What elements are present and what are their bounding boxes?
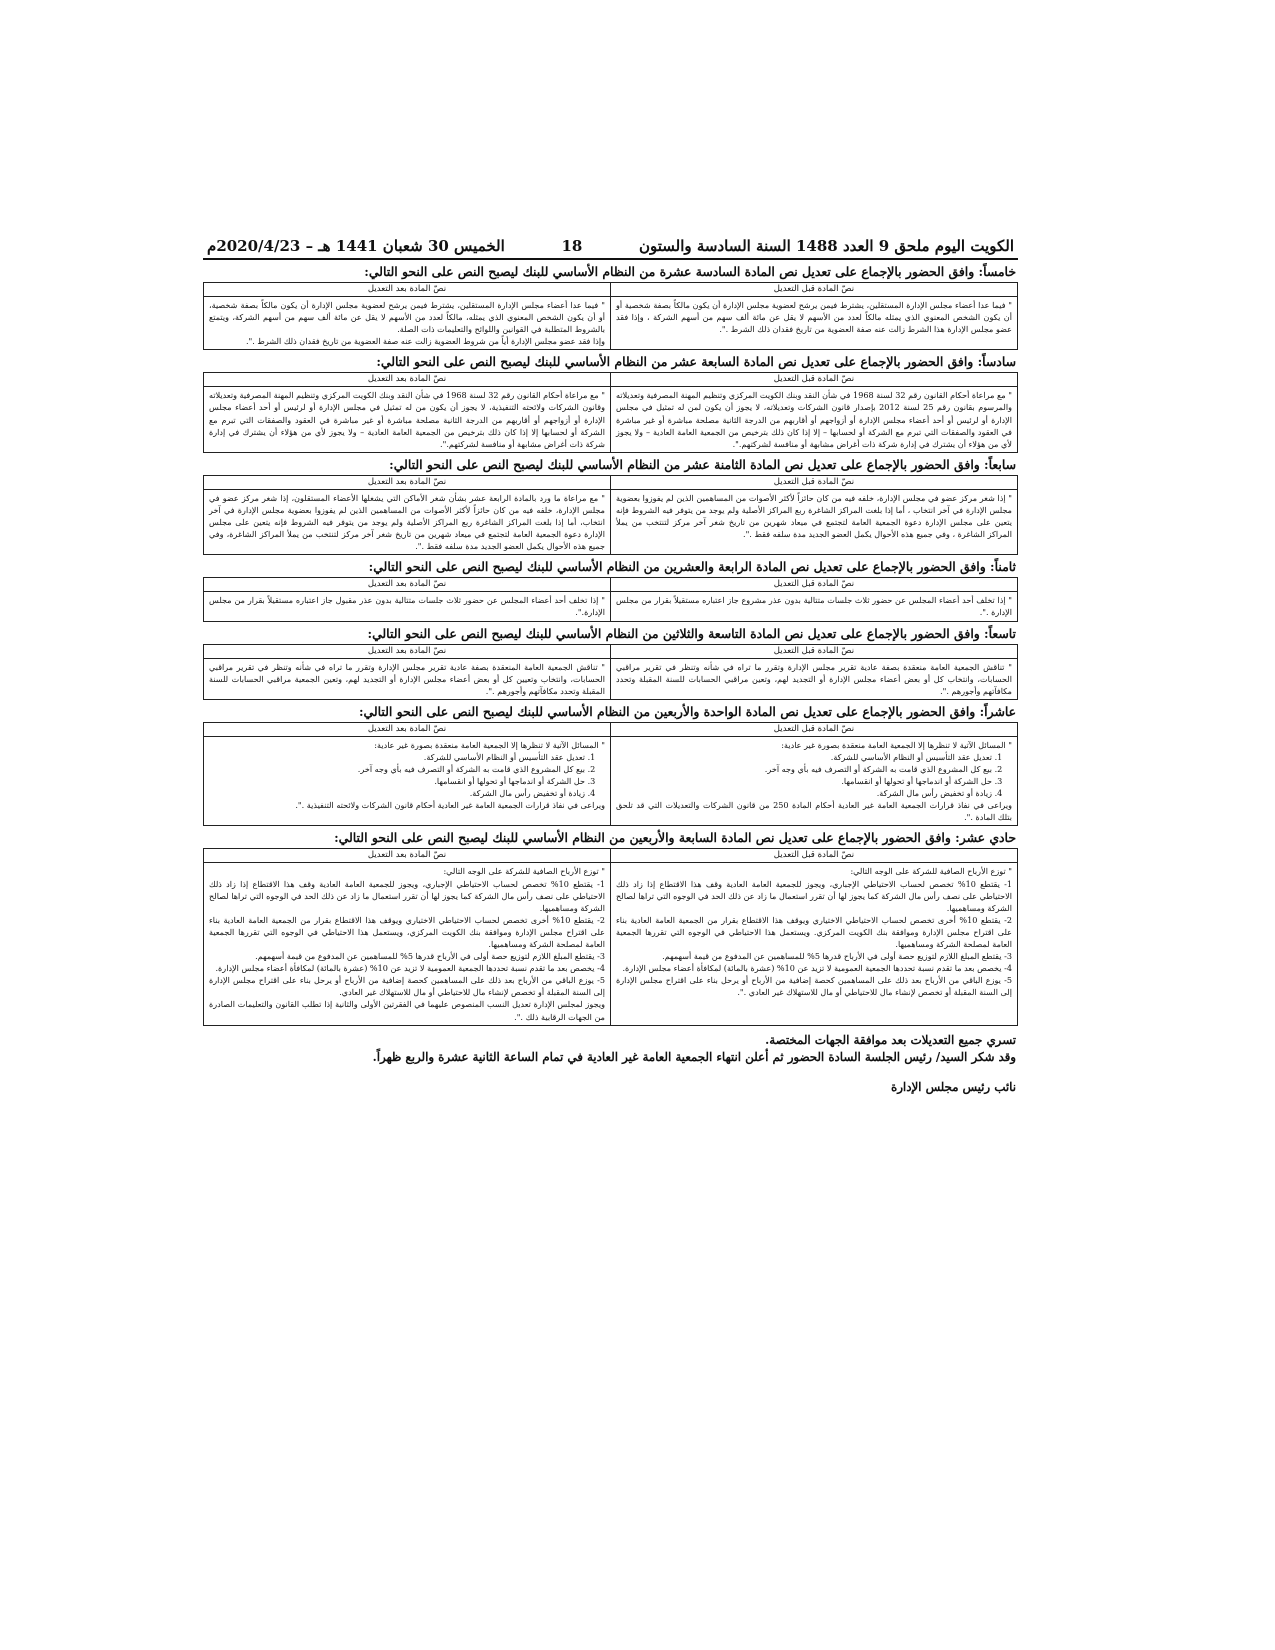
text-line: 5- يوزع الباقي من الأرباح بعد ذلك على المساهمين كحصة إضافية من الأرباح أو يرحل بناء على اقتراح مجلس الإدارة إلى السنة المقبلة أو تخصص لإنشاء مال للاحتياطي أو مال للاستهلاك غير العادي .". [616,975,1012,998]
page-number: 18 [561,237,583,255]
table-header-row [204,475,1018,489]
text-line: " إذا شغر مركز عضو في مجلس الإدارة، خلفه فيه من كان حائزاً لأكثر الأصوات من المساهمين الذين لم يفوزوا بعضوية مجلس الإدارة في آخر انتخاب ، أما إذا بلغت المراكز الشاغرة ربع المراكز الأصلية ولم يوجد من يتوفر فيه الشروط فإنه يتعين على مجلس الإدارة دعوة الجمعية العامة لتجتمع في ميعاد شهرين من تاريخ شغر آخر مركز لتنتخب من يملأ المراكز الشاغرة ، وفي جميع هذه الأحوال يكمل العضو الجديد مدة سلفه فقط .". [616,492,1012,540]
table-row [204,592,1018,621]
text-before-amendment [611,489,1018,554]
column-header-after: نصّ المادة بعد التعديل [204,373,611,387]
closing-statement: وقد شكر السيد/ رئيس الجلسة السادة الحضور ثم أعلن انتهاء الجمعية العامة غير العادية في تمام الساعة الثانية عشرة والربع ظهراً. [372,1049,1016,1064]
amendment-sections [203,260,1018,1026]
section-title: تاسعاً: وافق الحضور بالإجماع على تعديل نص المادة التاسعة والثلاثين من النظام الأساسي للبنك ليصبح النص على النحو التالي: [367,625,1016,641]
table-header-row [204,722,1018,736]
text-line: " مع مراعاة أحكام القانون رقم 32 لسنة 1968 في شأن النقد وبنك الكويت المركزي وتنظيم المهنة المصرفية وتعديلاته والمرسوم بقانون رقم 25 لسنة 2012 بإصدار قانون الشركات وتعديلاته، لا يجوز أن يكون لمن له تمثيل في مجلس الإدارة أو لرئيس أو أحد أعضاء مجلس الإدارة أو أزواجهم أو أقاربهم من الدرجة الثانية مصلحة مباشرة أو غير مباشرة في العقود والصفقات التي تبرم مع الشركة أو لحسابها – إلا إذا كان ذلك بترخيص من الجمعية العامة العادية – ولا يجوز لأي من هؤلاء أن يشترك في إدارة شركة ذات أغراض مشابهة أو منافسة لشركتهم.". [616,390,1012,449]
list-item: 3. حل الشركة أو اندماجها أو تحولها أو انقسامها. [616,775,992,787]
column-header-before: نصّ المادة قبل التعديل [611,475,1018,489]
text-after-amendment [204,736,611,826]
amendment-section [203,555,1018,621]
column-header-after: نصّ المادة بعد التعديل [204,578,611,592]
text-line: " فيما عدا أعضاء مجلس الإدارة المستقلين، يشترط فيمن يرشح لعضوية مجلس الإدارة أن يكون مالكاً بصفة شخصية أو أن يكون الشخص المعنوي الذي يمثله مالكاً لعدد من الأسهم لا يقل عن مائة ألف سهم من أسهم الشركة ، وإذا فقد عضو مجلس الإدارة هذا الشرط زالت عنه صفة العضوية من تاريخ فقدان ذلك الشرط .". [616,300,1012,335]
list-item: 3. حل الشركة أو اندماجها أو تحولها أو انقسامها. [209,775,585,787]
text-before-amendment [611,863,1018,1025]
table-header-row [204,644,1018,658]
item-list [209,751,605,799]
comparison-table [203,644,1018,700]
text-line: 5- يوزع الباقي من الأرباح بعد ذلك على المساهمين كحصة إضافية من الأرباح أو يرحل بناء على اقتراح مجلس الإدارة إلى السنة المقبلة أو تخصص لإنشاء مال للاحتياطي أو مال للاستهلاك غير العادي. [209,975,605,998]
issue-date: الخميس 30 شعبان 1441 هـ – 2020/4/23م [207,237,505,255]
text-line: " تناقش الجمعية العامة المنعقدة بصفة عادية تقرير مجلس الإدارة وتقرر ما تراه في شأنه وتنظر في تقرير مراقبي الحسابات، وانتخاب وتعيين كل أو بعض أعضاء مجلس الإدارة أو التجديد لهم، وتعين الجمعية مراقبي الحسابات للسنة المقبلة وتحدد مكافآتهم وأجورهم .". [209,661,605,696]
publication-info: الكويت اليوم ملحق 9 العدد 1488 السنة السادسة والستون [638,237,1014,255]
gazette-page [203,235,1018,1094]
text-before-amendment [611,658,1018,699]
text-line: 3- يقتطع المبلغ اللازم لتوزيع حصة أولى في الأرباح قدرها 5% للمساهمين عن المدفوع من قيمة أسهمهم. [255,951,605,962]
list-item: 4. زيادة أو تخفيض رأس مال الشركة. [209,787,585,799]
section-title: خامساً: وافق الحضور بالإجماع على تعديل نص المادة السادسة عشرة من النظام الأساسي للبنك ليصبح النص على النحو التالي: [364,264,1016,279]
column-header-after: نصّ المادة بعد التعديل [204,475,611,489]
section-title: حادي عشر: وافق الحضور بالإجماع على تعديل نص المادة السابعة والأربعين من النظام الأساسي للبنك ليصبح النص على النحو التالي: [334,830,1016,846]
text-line: 4- يخصص بعد ما تقدم نسبة تحددها الجمعية العمومية لا تزيد عن 10% (عشرة بالمائة) لمكافأة أعضاء مجلس الإدارة. [622,963,1012,974]
running-header [203,235,1018,260]
text-line: 4- يخصص بعد ما تقدم نسبة تحددها الجمعية العمومية لا تزيد عن 10% (عشرة بالمائة) لمكافأة أعضاء مجلس الإدارة. [215,963,605,974]
text-line: " مع مراعاة ما ورد بالمادة الرابعة عشر بشأن شغر الأماكن التي يشغلها الأعضاء المستقلون، إذا شغر مركز عضو في مجلس الإدارة، خلفه فيه من كان حائزاً لأكثر الأصوات من المساهمين الذين لم يفوزوا بعضوية مجلس الإدارة في آخر انتخاب، أما إذا بلغت المراكز الشاغرة ربع المراكز الأصلية ولم يوجد من يتوفر فيه الشروط فإنه يتعين على مجلس الإدارة دعوة الجمعية العامة لتجتمع في ميعاد شهرين من تاريخ شغر آخر مركز لتنتخب من يملأ المراكز الشاغرة، وفي جميع هذه الأحوال يكمل العضو الجديد مدة سلفه فقط .". [209,492,605,552]
closing-note: تسري جميع التعديلات بعد موافقة الجهات المختصة. [765,1032,1016,1047]
text-line: " إذا تخلف أحد أعضاء المجلس عن حضور ثلاث جلسات متتالية بدون عذر مقبول جاز اعتباره مستقيلاً بقرار من مجلس الإدارة.". [209,595,605,618]
section-title: سادساً: وافق الحضور بالإجماع على تعديل نص المادة السابعة عشر من النظام الأساسي للبنك ليصبح النص على النحو التالي: [376,354,1016,370]
text-before-amendment [611,387,1018,452]
text-before-amendment [611,297,1018,350]
list-item: 4. زيادة أو تخفيض رأس مال الشركة. [616,787,992,799]
text-line: ويجوز لمجلس الإدارة تعديل النسب المنصوص عليهما في الفقرتين الأولى والثانية إذا تطلب القانون والتعليمات الصادرة من الجهات الرقابية ذلك .". [209,999,605,1022]
amendment-section [203,700,1018,827]
text-after-amendment [204,297,611,350]
comparison-table [203,372,1018,452]
text-line: " توزع الأرباح الصافية للشركة على الوجه التالي: [443,866,605,877]
text-after-amendment [204,592,611,621]
amendment-section [203,350,1018,452]
list-outro: ويراعى في نفاذ قرارات الجمعية العامة غير العادية أحكام قانون الشركات ولائحته التنفيذية .". [295,800,605,811]
text-line: " فيما عدا أعضاء مجلس الإدارة المستقلين، يشترط فيمن يرشح لعضوية مجلس الإدارة أن يكون مالكاً بصفة شخصية، أو أن يكون الشخص المعنوي الذي يمثله، مالكاً لعدد من الأسهم لا يقل عن مائة ألف سهم من أسهم الشركة، ويتمتع بالشروط المتطلبة في القوانين واللوائح والتعليمات ذات الصلة. [209,300,605,335]
comparison-table [203,282,1018,350]
amendment-section [203,826,1018,1025]
column-header-before: نصّ المادة قبل التعديل [611,283,1018,297]
column-header-before: نصّ المادة قبل التعديل [611,722,1018,736]
column-header-after: نصّ المادة بعد التعديل [204,722,611,736]
table-header-row [204,373,1018,387]
comparison-table [203,722,1018,827]
list-item: 2. بيع كل المشروع الذي قامت به الشركة أو التصرف فيه بأي وجه آخر. [616,763,992,775]
list-item: 2. بيع كل المشروع الذي قامت به الشركة أو التصرف فيه بأي وجه آخر. [209,763,585,775]
comparison-table [203,577,1018,621]
column-header-after: نصّ المادة بعد التعديل [204,849,611,863]
text-line: 1- يقتطع 10% تخصص لحساب الاحتياطي الإجباري، ويجوز للجمعية العامة العادية وقف هذا الاقتطاع إذا زاد ذلك الاحتياطي على نصف رأس مال الشركة كما يجوز لها أن تقرر استعمال ما زاد عن ذلك الحد في الوجوه التي تراها لصالح الشركة ومساهميها. [616,878,1012,913]
text-line: " توزع الأرباح الصافية للشركة على الوجه التالي: [850,866,1012,877]
amendment-section [203,260,1018,350]
signature-title: نائب رئيس مجلس الإدارة [891,1079,1016,1094]
text-line: " إذا تخلف أحد أعضاء المجلس عن حضور ثلاث جلسات متتالية بدون عذر مشروع جاز اعتباره مستقيلاً بقرار من مجلس الإدارة .". [616,595,1012,618]
section-title: عاشراً: وافق الحضور بالإجماع على تعديل نص المادة الواحدة والأربعين من النظام الأساسي للبنك ليصبح النص على النحو التالي: [358,703,1016,719]
table-header-row [204,578,1018,592]
text-after-amendment [204,658,611,699]
comparison-table [203,475,1018,555]
text-line: 3- يقتطع المبلغ اللازم لتوزيع حصة أولى في الأرباح قدرها 5% للمساهمين عن المدفوع من قيمة أسهمهم. [662,951,1012,962]
column-header-before: نصّ المادة قبل التعديل [611,644,1018,658]
text-before-amendment [611,736,1018,826]
text-before-amendment [611,592,1018,621]
table-row [204,736,1018,826]
column-header-after: نصّ المادة بعد التعديل [204,644,611,658]
amendment-section [203,453,1018,555]
column-header-before: نصّ المادة قبل التعديل [611,373,1018,387]
item-list [616,751,1012,799]
list-intro: " المسائل الآتية لا تنظرها إلا الجمعية العامة منعقدة بصورة غير عادية: [374,739,605,750]
text-line: 2- يقتطع 10% أخرى تخصص لحساب الاحتياطي الاختياري ويوقف هذا الاقتطاع بقرار من الجمعية العامة العادية بناء على اقتراح مجلس الإدارة وموافقة بنك الكويت المركزي، ويستعمل هذا الاحتياطي في الوجوه التي تقررها الجمعية العامة لمصلحة الشركة ومساهميها. [209,914,605,949]
list-outro: ويراعى في نفاذ قرارات الجمعية العامة غير العادية أحكام المادة 250 من قانون الشركات والتعديلات التي قد تلحق بتلك المادة .". [616,800,1013,823]
list-item: 1. تعديل عقد التأسيس أو النظام الأساسي للشركة. [209,751,585,763]
section-title: ثامناً: وافق الحضور بالإجماع على تعديل نص المادة الرابعة والعشرين من النظام الأساسي للبنك ليصبح النص على النحو التالي: [368,559,1016,575]
amendment-section [203,622,1018,700]
text-after-amendment [204,387,611,452]
table-row [204,863,1018,1025]
text-after-amendment [204,863,611,1025]
table-header-row [204,283,1018,297]
column-header-after: نصّ المادة بعد التعديل [204,283,611,297]
text-line: " تناقش الجمعية العامة منعقدة بصفة عادية تقرير مجلس الإدارة وتقرر ما تراه في شأنه وتنظر في تقرير مراقبي الحسابات، وانتخاب كل أو بعض أعضاء مجلس الإدارة أو التجديد لهم، وتعين مراقبي الحسابات للسنة المقبلة وتحدد مكافآتهم وأجورهم .". [616,661,1012,696]
text-after-amendment [204,489,611,554]
table-row [204,387,1018,452]
table-row [204,658,1018,699]
comparison-table [203,848,1018,1025]
text-line: وإذا فقد عضو مجلس الإدارة أياً من شروط العضوية زالت عنه صفة العضوية من تاريخ فقدان ذلك الشرط .". [245,336,605,347]
list-item: 1. تعديل عقد التأسيس أو النظام الأساسي للشركة. [616,751,992,763]
list-intro: " المسائل الآتية لا تنظرها إلا الجمعية العامة منعقدة بصورة غير عادية: [781,739,1012,750]
text-line: 2- يقتطع 10% أخرى تخصص لحساب الاحتياطي الاختياري ويوقف هذا الاقتطاع بقرار من الجمعية العامة العادية بناء على اقتراح مجلس الإدارة وموافقة بنك الكويت المركزي. ويستعمل هذا الاحتياطي في الوجوه التي تقررها الجمعية العامة لمصلحة الشركة ومساهميها. [616,914,1012,949]
column-header-before: نصّ المادة قبل التعديل [611,578,1018,592]
column-header-before: نصّ المادة قبل التعديل [611,849,1018,863]
section-title: سابعاً: وافق الحضور بالإجماع على تعديل نص المادة الثامنة عشر من النظام الأساسي للبنك ليصبح النص على النحو التالي: [389,456,1016,472]
table-row [204,297,1018,350]
table-header-row [204,849,1018,863]
table-row [204,489,1018,554]
text-line: " مع مراعاة أحكام القانون رقم 32 لسنة 1968 في شأن النقد وبنك الكويت المركزي وتنظيم المهنة المصرفية وتعديلاته وقانون الشركات ولائحته التنفيذية، لا يجوز أن يكون من له تمثيل في مجلس الإدارة أو لرئيس أو أحد أعضاء مجلس الإدارة أو أزواجهم أو أقاربهم من الدرجة الثانية مصلحة مباشرة أو غير مباشرة في العقود والصفقات التي تبرم مع الشركة أو لحسابها إلا إذا كان ذلك بترخيص من الجمعية العامة العادية – ولا يجوز لأي من هؤلاء أن يشترك في إدارة شركة ذات أغراض مشابهة أو منافسة لشركتهم.". [209,390,605,449]
text-line: 1- يقتطع 10% تخصص لحساب الاحتياطي الإجباري، ويجوز للجمعية العامة العادية وقف هذا الاقتطاع إذا زاد ذلك الاحتياطي على نصف رأس مال الشركة كما يجوز لها أن تقرر استعمال ما زاد عن ذلك الحد في الوجوه التي تراها لصالح الشركة ومساهميها. [209,878,605,913]
